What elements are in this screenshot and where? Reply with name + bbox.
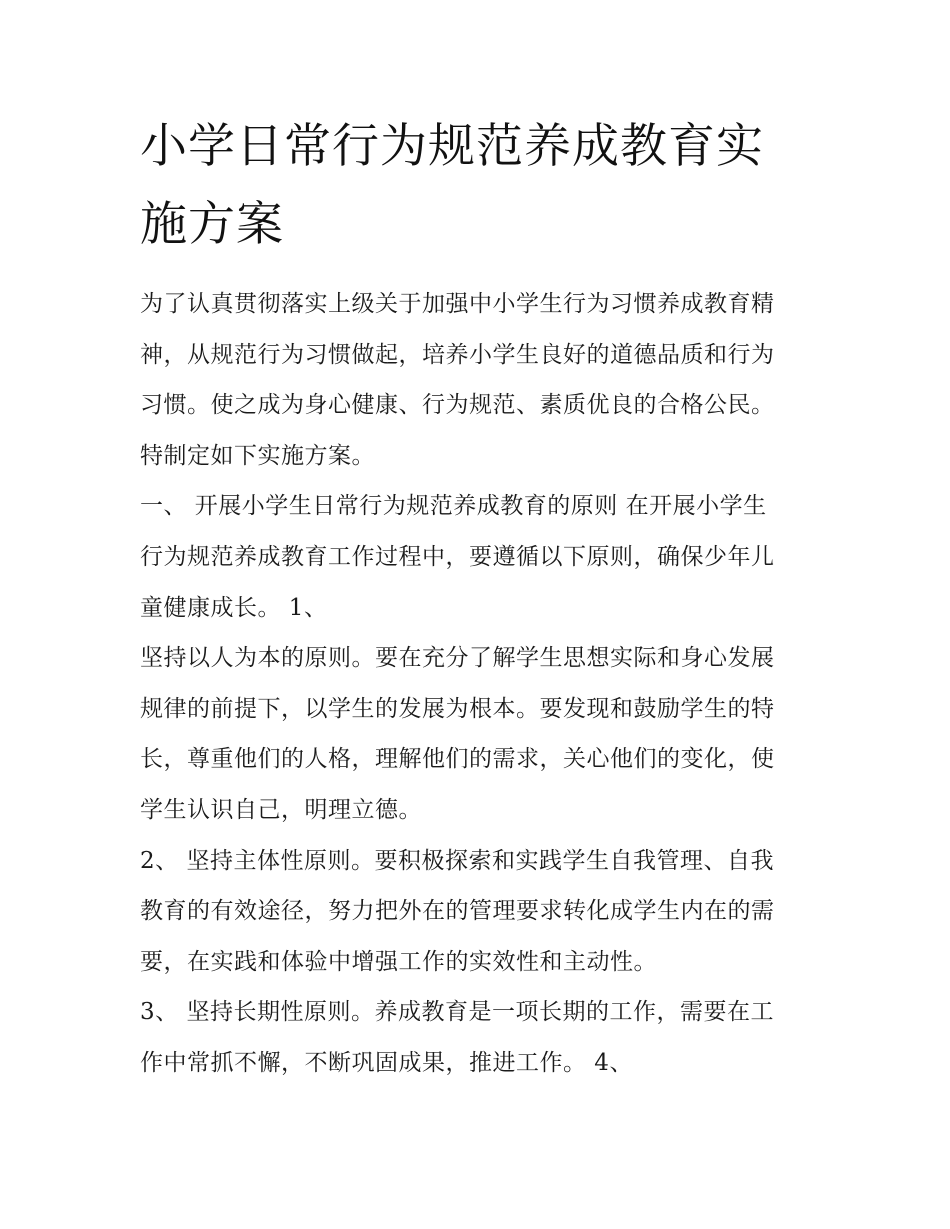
body-line: 特制定如下实施方案。: [140, 442, 375, 469]
body-line: 作中常抓不懈，不断巩固成果，推进工作。 4、: [140, 1049, 633, 1076]
body-line: 长，尊重他们的人格，理解他们的需求，关心他们的变化，使: [140, 746, 775, 773]
document-body: [140, 279, 830, 1089]
title-line: 小学日常行为规范养成教育实: [140, 119, 764, 174]
body-line: 2、 坚持主体性原则。要积极探索和实践学生自我管理、自我: [140, 847, 774, 874]
body-line: 要，在实践和体验中增强工作的实效性和主动性。: [140, 948, 657, 975]
body-line: 教育的有效途径，努力把外在的管理要求转化成学生内在的需: [140, 898, 775, 925]
document-title: [140, 108, 820, 264]
body-line: 规律的前提下，以学生的发展为根本。要发现和鼓励学生的特: [140, 695, 775, 722]
body-line: 习惯。使之成为身心健康、行为规范、素质优良的合格公民。: [140, 392, 775, 419]
body-line: 3、 坚持长期性原则。养成教育是一项长期的工作，需要在工: [140, 999, 774, 1026]
body-line: 童健康成长。 1、: [140, 594, 328, 621]
body-line: 为了认真贯彻落实上级关于加强中小学生行为习惯养成教育精: [140, 291, 775, 317]
body-line: 一、 开展小学生日常行为规范养成教育的原则 在开展小学生: [140, 493, 767, 520]
body-line: 学生认识自己，明理立德。: [140, 796, 422, 823]
title-line: 施方案: [140, 197, 284, 252]
body-line: 神，从规范行为习惯做起，培养小学生良好的道德品质和行为: [140, 341, 775, 368]
body-line: 行为规范养成教育工作过程中，要遵循以下原则，确保少年儿: [140, 543, 775, 570]
body-line: 坚持以人为本的原则。要在充分了解学生思想实际和身心发展: [140, 645, 775, 672]
